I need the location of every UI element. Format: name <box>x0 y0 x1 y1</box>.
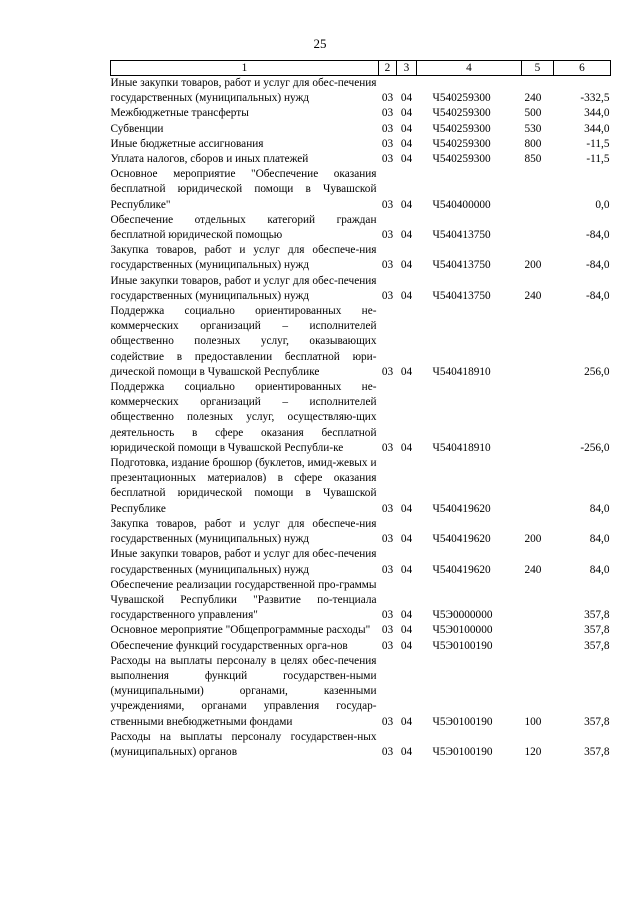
row-expense-type <box>522 213 554 243</box>
table-row <box>111 243 611 273</box>
row-section: 03 <box>381 533 394 546</box>
row-section: 03 <box>381 745 394 758</box>
row-subsection: 04 <box>400 122 413 135</box>
header-col-6: 6 <box>554 61 611 76</box>
row-expense-type <box>522 456 554 517</box>
row-name: Расходы на выплаты персоналу государствен-ных (муниципальных) органов <box>110 730 377 758</box>
table-row <box>111 122 611 137</box>
row-amount: 84,0 <box>589 533 610 546</box>
header-col-5: 5 <box>522 61 554 76</box>
row-amount: 256,0 <box>584 365 610 378</box>
row-expense-type <box>522 578 554 624</box>
table-row <box>111 380 611 456</box>
table-row <box>111 517 611 547</box>
row-target-article: Ч5Э0100190 <box>432 715 493 728</box>
row-target-article: Ч540413750 <box>432 259 491 272</box>
row-expense-type: 240 <box>524 563 542 576</box>
row-expense-type <box>522 639 554 654</box>
row-subsection: 04 <box>400 137 413 150</box>
row-target-article: Ч540419620 <box>432 502 491 515</box>
row-target-article: Ч540400000 <box>432 198 491 211</box>
page-number: 25 <box>313 36 327 51</box>
row-section: 03 <box>381 107 394 120</box>
row-expense-type: 200 <box>524 533 542 546</box>
row-name: Обеспечение отдельных категорий граждан бесплатной юридической помощью <box>110 213 377 242</box>
row-subsection: 04 <box>400 92 413 105</box>
row-target-article: Ч5Э0100000 <box>432 624 493 637</box>
row-section: 03 <box>381 441 394 454</box>
row-section: 03 <box>381 715 394 728</box>
row-amount: -84,0 <box>585 229 610 242</box>
row-amount: 357,8 <box>584 609 610 622</box>
row-subsection: 04 <box>400 533 413 546</box>
row-name: Иные закупки товаров, работ и услуг для обес-печения государственных (муниципальных) нужд <box>110 548 377 576</box>
row-subsection: 04 <box>400 609 413 622</box>
table-row <box>111 152 611 167</box>
row-section: 03 <box>381 624 394 637</box>
row-name: Основное мероприятие "Общепрограммные расходы" <box>110 624 371 637</box>
row-target-article: Ч540259300 <box>432 122 491 135</box>
row-amount: -256,0 <box>580 441 610 454</box>
row-section: 03 <box>381 289 394 302</box>
row-expense-type: 850 <box>524 153 542 166</box>
header-col-2: 2 <box>379 61 397 76</box>
row-target-article: Ч5Э0100190 <box>432 745 493 758</box>
row-target-article: Ч5Э0000000 <box>432 609 493 622</box>
table-row <box>111 76 611 107</box>
row-amount: 357,8 <box>584 624 610 637</box>
row-expense-type: 240 <box>524 289 542 302</box>
row-target-article: Ч540418910 <box>432 441 491 454</box>
row-name: Иные закупки товаров, работ и услуг для обес-печения государственных (муниципальных) нужд <box>110 77 377 105</box>
header-col-1: 1 <box>111 61 379 76</box>
row-target-article: Ч5Э0100190 <box>432 639 493 652</box>
row-name: Межбюджетные трансферты <box>110 107 249 120</box>
row-expense-type: 120 <box>524 745 542 758</box>
row-target-article: Ч540259300 <box>432 92 491 105</box>
row-target-article: Ч540419620 <box>432 533 491 546</box>
row-target-article: Ч540413750 <box>432 289 491 302</box>
row-amount: 0,0 <box>595 198 610 211</box>
row-expense-type: 240 <box>524 92 542 105</box>
row-expense-type: 500 <box>524 107 542 120</box>
row-target-article: Ч540418910 <box>432 365 491 378</box>
row-section: 03 <box>381 563 394 576</box>
row-subsection: 04 <box>400 745 413 758</box>
row-amount: -332,5 <box>580 92 610 105</box>
table-row <box>111 547 611 577</box>
row-amount: 357,8 <box>584 745 610 758</box>
row-name: Расходы на выплаты персоналу в целях обес-печения выполнения функций государствен-ными (муниципальными) органами, казенными учреждениями, органами управления государ-ственными внебюджетными фондами <box>110 654 377 728</box>
row-section: 03 <box>381 92 394 105</box>
row-amount: -11,5 <box>586 137 610 150</box>
row-amount: 84,0 <box>589 502 610 515</box>
row-expense-type <box>522 380 554 456</box>
row-expense-type <box>522 623 554 638</box>
row-amount: 357,8 <box>584 639 610 652</box>
row-subsection: 04 <box>400 365 413 378</box>
row-amount: 357,8 <box>584 715 610 728</box>
table-body <box>111 76 611 761</box>
table-row <box>111 578 611 624</box>
row-subsection: 04 <box>400 639 413 652</box>
row-expense-type: 800 <box>524 137 542 150</box>
row-subsection: 04 <box>400 229 413 242</box>
budget-table <box>110 60 611 760</box>
row-target-article: Ч540259300 <box>432 137 491 150</box>
table-row <box>111 137 611 152</box>
row-section: 03 <box>381 639 394 652</box>
row-expense-type <box>522 304 554 380</box>
row-section: 03 <box>381 122 394 135</box>
table-row <box>111 106 611 121</box>
row-name: Поддержка социально ориентированных не-коммерческих организаций – исполнителей общественно полезных услуг, осуществляю-щих деятельность в сфере оказания бесплатной юридической помощи в Чувашской Республи-ке <box>110 381 377 454</box>
row-section: 03 <box>381 502 394 515</box>
row-target-article: Ч540413750 <box>432 229 491 242</box>
table-header-row <box>111 61 611 76</box>
row-subsection: 04 <box>400 715 413 728</box>
row-name: Закупка товаров, работ и услуг для обеспече-ния государственных (муниципальных) нужд <box>110 244 377 272</box>
row-subsection: 04 <box>400 259 413 272</box>
row-name: Иные закупки товаров, работ и услуг для обес-печения государственных (муниципальных) нужд <box>110 274 377 302</box>
row-target-article: Ч540259300 <box>432 107 491 120</box>
row-section: 03 <box>381 609 394 622</box>
row-section: 03 <box>381 365 394 378</box>
row-expense-type <box>522 167 554 213</box>
table-row <box>111 623 611 638</box>
row-name: Подготовка, издание брошюр (буклетов, имид-жевых и презентационных материалов) в сфере оказания бесплатной юридической помощи в Чувашской Республике <box>110 457 377 515</box>
header-col-4: 4 <box>417 61 522 76</box>
row-target-article: Ч540419620 <box>432 563 491 576</box>
row-section: 03 <box>381 153 394 166</box>
row-section: 03 <box>381 198 394 211</box>
row-name: Иные бюджетные ассигнования <box>110 137 264 150</box>
row-expense-type: 100 <box>524 715 542 728</box>
row-expense-type: 530 <box>524 122 542 135</box>
row-subsection: 04 <box>400 153 413 166</box>
row-amount: 344,0 <box>584 122 610 135</box>
table-row <box>111 304 611 380</box>
row-section: 03 <box>381 137 394 150</box>
header-col-3: 3 <box>397 61 417 76</box>
row-amount: -84,0 <box>585 289 610 302</box>
row-name: Субвенции <box>110 122 164 135</box>
table-row <box>111 167 611 213</box>
row-name: Обеспечение реализации государственной про-граммы Чувашской Республики "Развитие по-тенциала государственного управления" <box>110 578 377 622</box>
row-name: Уплата налогов, сборов и иных платежей <box>110 153 309 166</box>
row-subsection: 04 <box>400 198 413 211</box>
row-amount: -84,0 <box>585 259 610 272</box>
row-subsection: 04 <box>400 502 413 515</box>
row-expense-type: 200 <box>524 259 542 272</box>
table-row <box>111 639 611 654</box>
row-amount: -11,5 <box>586 153 610 166</box>
table-row <box>111 213 611 243</box>
row-subsection: 04 <box>400 441 413 454</box>
row-subsection: 04 <box>400 624 413 637</box>
row-amount: 84,0 <box>589 563 610 576</box>
row-name: Закупка товаров, работ и услуг для обеспече-ния государственных (муниципальных) нужд <box>110 517 377 546</box>
row-section: 03 <box>381 259 394 272</box>
row-amount: 344,0 <box>584 107 610 120</box>
row-name: Основное мероприятие "Обеспечение оказания бесплатной юридической помощи в Чувашской Республике" <box>110 168 377 211</box>
row-subsection: 04 <box>400 289 413 302</box>
row-name: Поддержка социально ориентированных не-коммерческих организаций – исполнителей общественно полезных услуг, оказывающих содействие в предоставлении бесплатной юри-дической помощи в Чувашской Республике <box>110 305 377 378</box>
table-row <box>111 654 611 730</box>
row-section: 03 <box>381 229 394 242</box>
row-target-article: Ч540259300 <box>432 153 491 166</box>
table-row <box>111 730 611 760</box>
row-subsection: 04 <box>400 563 413 576</box>
table-row <box>111 274 611 304</box>
row-subsection: 04 <box>400 107 413 120</box>
table-row <box>111 456 611 517</box>
row-name: Обеспечение функций государственных орга-нов <box>110 639 348 652</box>
